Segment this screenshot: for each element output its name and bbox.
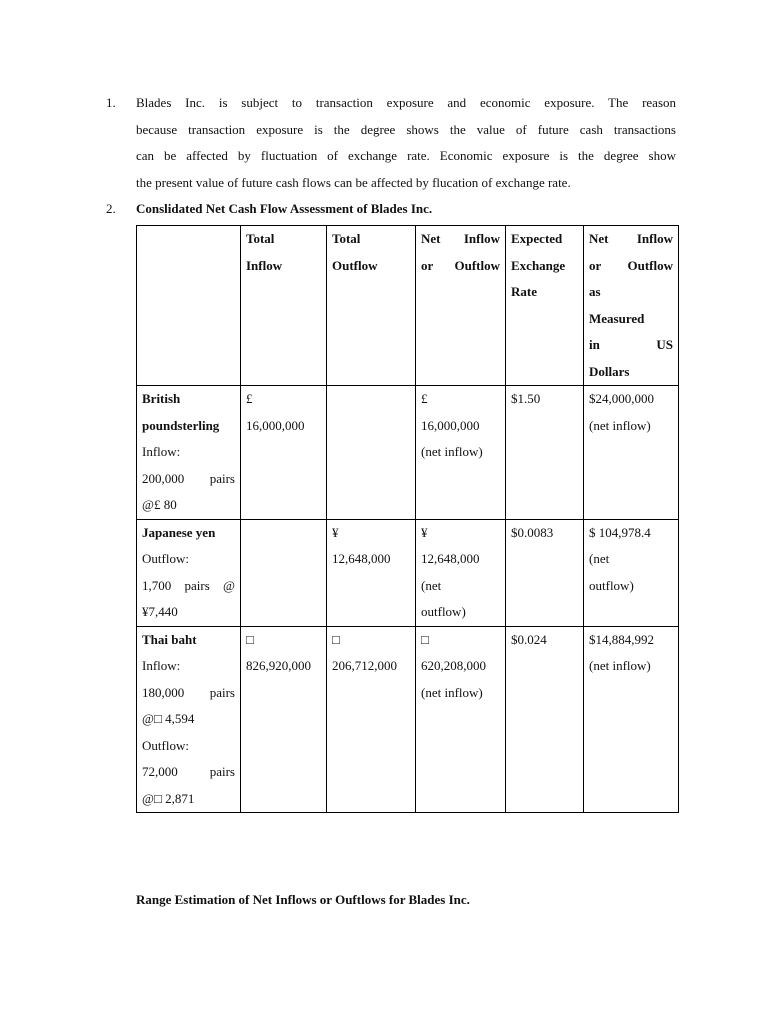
inflow-cell: £ 16,000,000 (241, 386, 327, 520)
inflow-cell (241, 519, 327, 626)
cash-flow-table (136, 225, 679, 813)
currency-cell: Japanese yen Outflow: 1,700 pairs @ ¥7,440 (137, 519, 241, 626)
outflow-cell: □ 206,712,000 (327, 626, 416, 813)
paragraph-line: can be affected by fluctuation of exchange rate. Economic exposure is the degree show (136, 148, 676, 163)
header-blank (137, 226, 241, 386)
usd-cell: $ 104,978.4 (net outflow) (584, 519, 679, 626)
outflow-cell (327, 386, 416, 520)
paragraph-line: Blades Inc. is subject to transaction exposure and economic exposure. The reason (136, 95, 676, 110)
table-row (137, 386, 679, 520)
list-number: 1. (106, 95, 116, 110)
net-cell: £ 16,000,000 (net inflow) (416, 386, 506, 520)
rate-cell: $0.0083 (506, 519, 584, 626)
list-number: 2. (106, 201, 116, 216)
header-usd: Net Inflow or Outflow as Measured in US Dollars (584, 226, 679, 386)
header-rate: Expected Exchange Rate (506, 226, 584, 386)
header-net: Net Inflow or Ouftlow (416, 226, 506, 386)
section-title: Conslidated Net Cash Flow Assessment of Blades Inc. (136, 201, 433, 216)
currency-cell: Thai baht Inflow: 180,000 pairs @□ 4,594 Outflow: 72,000 pairs @□ 2,871 (137, 626, 241, 813)
paragraph (136, 90, 676, 196)
net-cell: ¥ 12,648,000 (net outflow) (416, 519, 506, 626)
rate-cell: $0.024 (506, 626, 584, 813)
usd-cell: $24,000,000 (net inflow) (584, 386, 679, 520)
table-row (137, 519, 679, 626)
usd-cell: $14,884,992 (net inflow) (584, 626, 679, 813)
rate-cell: $1.50 (506, 386, 584, 520)
header-total-outflow: Total Outflow (327, 226, 416, 386)
range-estimation-title: Range Estimation of Net Inflows or Ouftlows for Blades Inc. (136, 892, 470, 907)
paragraph-line: because transaction exposure is the degree shows the value of future cash transactions (136, 121, 676, 137)
outflow-cell: ¥ 12,648,000 (327, 519, 416, 626)
inflow-cell: □ 826,920,000 (241, 626, 327, 813)
header-total-inflow: Total Inflow (241, 226, 327, 386)
net-cell: □ 620,208,000 (net inflow) (416, 626, 506, 813)
table-row (137, 626, 679, 813)
paragraph-line: the present value of future cash flows can be affected by flucation of exchange rate. (136, 174, 571, 190)
table-header-row (137, 226, 679, 386)
currency-cell: British poundsterling Inflow: 200,000 pairs @£ 80 (137, 386, 241, 520)
